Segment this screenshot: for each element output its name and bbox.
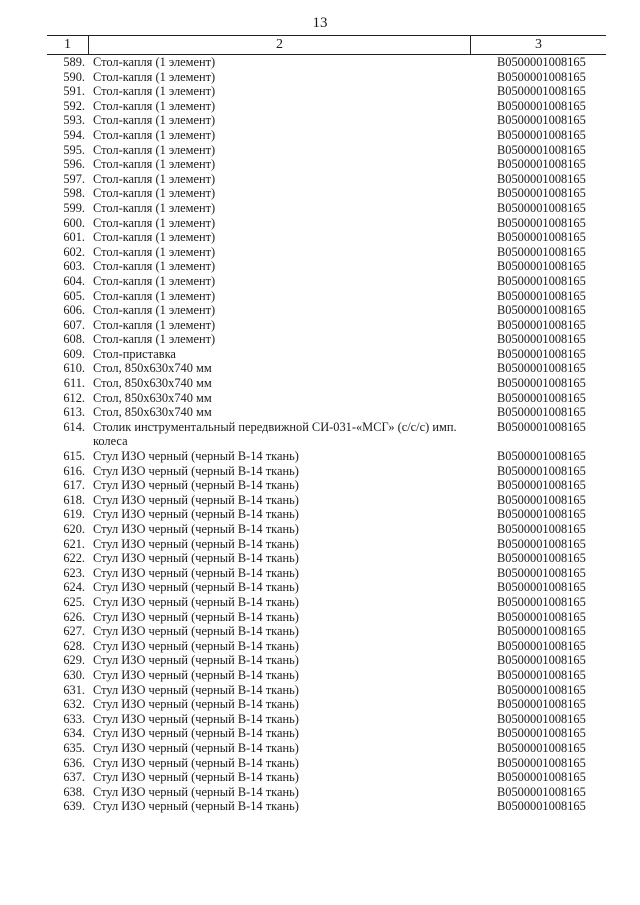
- item-code: B0500001008165: [497, 492, 586, 507]
- item-name: Стол-капля (1 элемент): [93, 142, 216, 157]
- item-code: B0500001008165: [497, 303, 586, 318]
- row-number: 613.: [63, 405, 85, 420]
- header-col-1: 1: [47, 36, 89, 54]
- table-row: [47, 289, 606, 304]
- row-number: 606.: [63, 303, 85, 318]
- item-code: B0500001008165: [497, 288, 586, 303]
- table-row: [47, 449, 606, 464]
- header-col-3: 3: [535, 37, 542, 52]
- row-number: 602.: [63, 244, 85, 259]
- row-number: 630.: [63, 667, 85, 682]
- row-number: 625.: [63, 594, 85, 609]
- item-name: Стул ИЗО черный (черный В-14 ткань): [93, 551, 299, 566]
- item-name: Стол, 850х630х740 мм: [93, 405, 212, 420]
- table-header: [47, 35, 606, 55]
- table-row: [47, 464, 606, 479]
- item-name: Стол, 850х630х740 мм: [93, 361, 212, 376]
- item-name: Стол-капля (1 элемент): [93, 157, 216, 172]
- item-code: B0500001008165: [497, 244, 586, 259]
- item-code: B0500001008165: [497, 536, 586, 551]
- table-row: [47, 595, 606, 610]
- table-row: [47, 566, 606, 581]
- table-row: [47, 756, 606, 771]
- row-number: 639.: [63, 799, 85, 814]
- item-code: B0500001008165: [497, 726, 586, 741]
- item-code: B0500001008165: [497, 55, 586, 69]
- item-code: B0500001008165: [497, 127, 586, 142]
- row-number: 617.: [63, 478, 85, 493]
- item-code: B0500001008165: [497, 507, 586, 522]
- row-number: 603.: [63, 259, 85, 274]
- item-code: B0500001008165: [497, 667, 586, 682]
- item-code: B0500001008165: [497, 624, 586, 639]
- row-number: 598.: [63, 186, 85, 201]
- item-code: B0500001008165: [497, 638, 586, 653]
- item-code: B0500001008165: [497, 565, 586, 580]
- table-row: [47, 420, 606, 449]
- item-code: B0500001008165: [497, 405, 586, 420]
- table-row: [47, 741, 606, 756]
- item-name: Стол-капля (1 элемент): [93, 273, 216, 288]
- item-code: B0500001008165: [497, 449, 586, 464]
- item-code: B0500001008165: [497, 157, 586, 172]
- row-number: 626.: [63, 609, 85, 624]
- row-number: 596.: [63, 157, 85, 172]
- row-number: 609.: [63, 346, 85, 361]
- item-code: B0500001008165: [497, 580, 586, 595]
- item-name: Стул ИЗО черный (черный В-14 ткань): [93, 522, 299, 536]
- item-name: Стул ИЗО черный (черный В-14 ткань): [93, 740, 299, 755]
- row-number: 627.: [63, 624, 85, 639]
- table-row: [47, 653, 606, 668]
- item-code: B0500001008165: [497, 317, 586, 332]
- item-code: B0500001008165: [497, 332, 586, 347]
- row-number: 611.: [63, 376, 85, 391]
- item-code: B0500001008165: [497, 186, 586, 201]
- row-number: 601.: [63, 230, 85, 245]
- row-number: 637.: [63, 770, 85, 785]
- row-number: 608.: [63, 332, 85, 347]
- item-name: Стул ИЗО черный (черный В-14 ткань): [93, 799, 299, 814]
- table-row: [47, 230, 606, 245]
- row-number: 620.: [63, 522, 85, 536]
- item-code: B0500001008165: [497, 711, 586, 726]
- row-number: 629.: [63, 653, 85, 668]
- table-body: [47, 55, 606, 814]
- item-code: B0500001008165: [497, 259, 586, 274]
- item-code: B0500001008165: [497, 419, 586, 434]
- item-name: Стул ИЗО черный (черный В-14 ткань): [93, 638, 299, 653]
- row-number: 612.: [63, 390, 85, 405]
- row-number: 636.: [63, 755, 85, 770]
- table-row: [47, 332, 606, 347]
- table-row: [47, 216, 606, 231]
- row-number: 614.: [63, 419, 85, 434]
- item-name: Стул ИЗО черный (черный В-14 ткань): [93, 653, 299, 668]
- item-code: B0500001008165: [497, 463, 586, 478]
- item-code: B0500001008165: [497, 682, 586, 697]
- item-code: B0500001008165: [497, 609, 586, 624]
- item-code: B0500001008165: [497, 551, 586, 566]
- item-name: Стол-капля (1 элемент): [93, 230, 216, 245]
- item-name: Стол-капля (1 элемент): [93, 69, 216, 84]
- item-name: Стол-капля (1 элемент): [93, 259, 216, 274]
- item-code: B0500001008165: [497, 376, 586, 391]
- item-code: B0500001008165: [497, 273, 586, 288]
- table-row: [47, 347, 606, 362]
- row-number: 610.: [63, 361, 85, 376]
- row-number: 628.: [63, 638, 85, 653]
- table-row: [47, 55, 606, 70]
- item-name: Стул ИЗО черный (черный В-14 ткань): [93, 478, 299, 493]
- item-name: Стул ИЗО черный (черный В-14 ткань): [93, 492, 299, 507]
- table-row: [47, 551, 606, 566]
- table-row: [47, 259, 606, 274]
- table-row: [47, 668, 606, 683]
- row-number: 604.: [63, 273, 85, 288]
- table-row: [47, 580, 606, 595]
- row-number: 632.: [63, 697, 85, 712]
- item-code: B0500001008165: [497, 98, 586, 113]
- row-number: 594.: [63, 127, 85, 142]
- row-number: 599.: [63, 200, 85, 215]
- table-row: [47, 493, 606, 508]
- header-col-2: 2: [89, 36, 471, 54]
- row-number: 633.: [63, 711, 85, 726]
- row-number: 621.: [63, 536, 85, 551]
- table-row: [47, 99, 606, 114]
- table-row: [47, 683, 606, 698]
- row-number: 619.: [63, 507, 85, 522]
- table-row: [47, 697, 606, 712]
- row-number: 591.: [63, 84, 85, 99]
- item-name: Стол-капля (1 элемент): [93, 332, 216, 347]
- item-code: B0500001008165: [497, 784, 586, 799]
- item-name: Стул ИЗО черный (черный В-14 ткань): [93, 463, 299, 478]
- item-name: Стул ИЗО черный (черный В-14 ткань): [93, 449, 299, 464]
- item-code: B0500001008165: [497, 69, 586, 84]
- item-name: Стул ИЗО черный (черный В-14 ткань): [93, 755, 299, 770]
- table-row: [47, 113, 606, 128]
- table-row: [47, 303, 606, 318]
- item-code: B0500001008165: [497, 142, 586, 157]
- item-code: B0500001008165: [497, 200, 586, 215]
- table-row: [47, 186, 606, 201]
- row-number: 618.: [63, 492, 85, 507]
- item-code: B0500001008165: [497, 770, 586, 785]
- table-row: [47, 624, 606, 639]
- table-row: [47, 639, 606, 654]
- item-code: B0500001008165: [497, 361, 586, 376]
- item-code: B0500001008165: [497, 390, 586, 405]
- item-name: Стул ИЗО черный (черный В-14 ткань): [93, 682, 299, 697]
- item-name: Стол-капля (1 элемент): [93, 317, 216, 332]
- item-code: B0500001008165: [497, 697, 586, 712]
- item-name: Стол-капля (1 элемент): [93, 303, 216, 318]
- table-row: [47, 70, 606, 85]
- row-number: 597.: [63, 171, 85, 186]
- row-number: 600.: [63, 215, 85, 230]
- item-name: Столик инструментальный передвижной СИ-031-«МСГ» (с/с/с) имп. колеса: [93, 419, 457, 449]
- table-row: [47, 143, 606, 158]
- item-name: Стул ИЗО черный (черный В-14 ткань): [93, 536, 299, 551]
- item-code: B0500001008165: [497, 594, 586, 609]
- item-code: B0500001008165: [497, 171, 586, 186]
- row-number: 589.: [63, 55, 85, 69]
- item-name: Стул ИЗО черный (черный В-14 ткань): [93, 609, 299, 624]
- row-number: 623.: [63, 565, 85, 580]
- item-name: Стол-капля (1 элемент): [93, 55, 216, 69]
- table-row: [47, 522, 606, 537]
- row-number: 624.: [63, 580, 85, 595]
- item-name: Стол-приставка: [93, 346, 176, 361]
- table-row: [47, 478, 606, 493]
- table-row: [47, 201, 606, 216]
- table-row: [47, 157, 606, 172]
- item-code: B0500001008165: [497, 346, 586, 361]
- page-number: 13: [312, 15, 328, 31]
- item-name: Стул ИЗО черный (черный В-14 ткань): [93, 726, 299, 741]
- table-row: [47, 245, 606, 260]
- row-number: 590.: [63, 69, 85, 84]
- item-code: B0500001008165: [497, 84, 586, 99]
- item-code: B0500001008165: [497, 653, 586, 668]
- table-row: [47, 712, 606, 727]
- row-number: 593.: [63, 113, 85, 128]
- item-name: Стол, 850х630х740 мм: [93, 390, 212, 405]
- row-number: 631.: [63, 682, 85, 697]
- item-name: Стол-капля (1 элемент): [93, 215, 216, 230]
- row-number: 622.: [63, 551, 85, 566]
- row-number: 615.: [63, 449, 85, 464]
- item-name: Стол, 850х630х740 мм: [93, 376, 212, 391]
- item-name: Стул ИЗО черный (черный В-14 ткань): [93, 711, 299, 726]
- item-name: Стол-капля (1 элемент): [93, 244, 216, 259]
- row-number: 635.: [63, 740, 85, 755]
- item-name: Стул ИЗО черный (черный В-14 ткань): [93, 697, 299, 712]
- table-row: [47, 785, 606, 800]
- item-name: Стул ИЗО черный (черный В-14 ткань): [93, 507, 299, 522]
- item-code: B0500001008165: [497, 740, 586, 755]
- table-row: [47, 507, 606, 522]
- row-number: 592.: [63, 98, 85, 113]
- item-name: Стул ИЗО черный (черный В-14 ткань): [93, 770, 299, 785]
- item-code: B0500001008165: [497, 799, 586, 814]
- table-row: [47, 770, 606, 785]
- item-name: Стул ИЗО черный (черный В-14 ткань): [93, 784, 299, 799]
- item-code: B0500001008165: [497, 215, 586, 230]
- table-row: [47, 172, 606, 187]
- item-name: Стул ИЗО черный (черный В-14 ткань): [93, 667, 299, 682]
- item-name: Стул ИЗО черный (черный В-14 ткань): [93, 624, 299, 639]
- item-name: Стул ИЗО черный (черный В-14 ткань): [93, 580, 299, 595]
- item-name: Стол-капля (1 элемент): [93, 171, 216, 186]
- table-row: [47, 361, 606, 376]
- item-name: Стул ИЗО черный (черный В-14 ткань): [93, 565, 299, 580]
- table-row: [47, 391, 606, 406]
- item-name: Стол-капля (1 элемент): [93, 127, 216, 142]
- inventory-table: [47, 35, 606, 814]
- table-row: [47, 610, 606, 625]
- row-number: 595.: [63, 142, 85, 157]
- table-row: [47, 84, 606, 99]
- item-name: Стул ИЗО черный (черный В-14 ткань): [93, 594, 299, 609]
- row-number: 634.: [63, 726, 85, 741]
- item-code: B0500001008165: [497, 755, 586, 770]
- item-code: B0500001008165: [497, 230, 586, 245]
- item-code: B0500001008165: [497, 113, 586, 128]
- table-row: [47, 799, 606, 814]
- row-number: 616.: [63, 463, 85, 478]
- row-number: 638.: [63, 784, 85, 799]
- table-row: [47, 274, 606, 289]
- table-row: [47, 128, 606, 143]
- item-name: Стол-капля (1 элемент): [93, 186, 216, 201]
- item-name: Стол-капля (1 элемент): [93, 288, 216, 303]
- item-name: Стол-капля (1 элемент): [93, 113, 216, 128]
- table-row: [47, 376, 606, 391]
- table-row: [47, 405, 606, 420]
- table-row: [47, 726, 606, 741]
- item-code: B0500001008165: [497, 522, 586, 536]
- item-code: B0500001008165: [497, 478, 586, 493]
- item-name: Стол-капля (1 элемент): [93, 84, 216, 99]
- item-name: Стол-капля (1 элемент): [93, 200, 216, 215]
- row-number: 605.: [63, 288, 85, 303]
- table-row: [47, 537, 606, 552]
- row-number: 607.: [63, 317, 85, 332]
- table-row: [47, 318, 606, 333]
- item-name: Стол-капля (1 элемент): [93, 98, 216, 113]
